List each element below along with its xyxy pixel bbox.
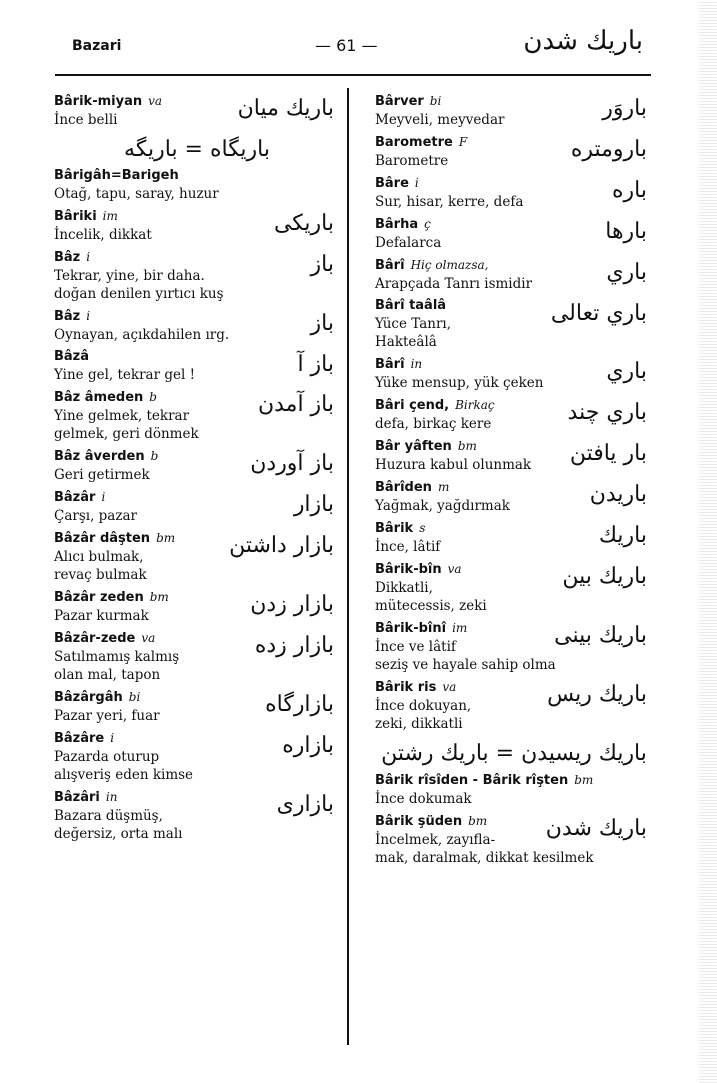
headword: Bâzâr dâşten <box>54 531 151 546</box>
dictionary-entry <box>54 388 340 443</box>
arabic-script: بازاری <box>276 792 334 817</box>
dictionary-entry <box>54 207 340 244</box>
dictionary-entry <box>54 729 340 784</box>
dictionary-entry <box>54 588 340 625</box>
definition-line: İnce dokuyan, <box>375 698 472 714</box>
headword: Bârî taâlâ <box>375 298 447 313</box>
headword: Bârik-bînî <box>375 621 447 636</box>
definition-line: Tekrar, yine, bir daha. <box>54 268 205 284</box>
dictionary-entry <box>54 447 340 484</box>
headword: Bâzârgâh <box>54 690 123 705</box>
headword: Bâz <box>54 250 81 265</box>
grammar-tag: bm <box>457 439 477 453</box>
grammar-tag: F <box>458 135 468 149</box>
headword: Bârik <box>375 521 414 536</box>
definition-line: Dikkatli, <box>375 580 433 596</box>
headword: Bâre <box>375 176 409 191</box>
definition-line: Meyveli, meyvedar <box>375 112 505 128</box>
arabic-script: باري چند <box>567 400 647 425</box>
headword: Bâzâri <box>54 790 100 805</box>
grammar-tag: bm <box>468 814 488 828</box>
definition-line: İnce, lâtif <box>375 539 441 555</box>
arabic-script: بارومتره <box>570 137 647 162</box>
grammar-tag: Birkaç <box>455 398 495 412</box>
headword: Bârik rîsîden - Bârik rîşten <box>375 773 569 788</box>
arabic-script: بارها <box>605 219 647 244</box>
grammar-tag: i <box>86 309 91 323</box>
definition-line: Huzura kabul olunmak <box>375 457 532 473</box>
grammar-tag: im <box>102 209 118 223</box>
dictionary-entry <box>375 256 653 293</box>
headword: Bâz âmeden <box>54 390 144 405</box>
headword: Bâriki <box>54 209 97 224</box>
grammar-tag: im <box>452 621 468 635</box>
arabic-equivalence: باریگاه = باریگه <box>124 137 270 162</box>
headword: Barometre <box>375 135 453 150</box>
definition-line: Yüce Tanrı, <box>375 316 452 332</box>
dictionary-entry <box>54 248 340 303</box>
headword: Bâz âverden <box>54 449 145 464</box>
headword: Bârik ris <box>375 680 437 695</box>
arabic-script: باز آمدن <box>257 392 334 417</box>
headword: Bâzâr zeden <box>54 590 144 605</box>
headword: Bâri çend, <box>375 398 450 413</box>
headword: Bârik-miyan <box>54 94 143 109</box>
dictionary-entry <box>375 619 653 674</box>
grammar-tag: Hiç olmazsa, <box>410 258 489 272</box>
definition-line: Oynayan, açıkdahilen ırg. <box>54 327 230 343</box>
grammar-tag: bm <box>149 590 169 604</box>
grammar-tag: b <box>150 449 159 463</box>
dictionary-entry <box>375 560 653 615</box>
dictionary-entry <box>54 529 340 584</box>
running-head-arabic: باریك شدن <box>523 26 643 56</box>
grammar-tag: ç <box>424 217 431 231</box>
arabic-script: بازار زده <box>254 633 334 658</box>
headword: Bârik-bîn <box>375 562 442 577</box>
arabic-script: باریکی <box>273 211 334 236</box>
arabic-script: باز آوردن <box>250 451 334 476</box>
dictionary-entry <box>54 488 340 525</box>
grammar-tag: s <box>419 521 426 535</box>
dictionary-entry <box>375 92 653 129</box>
headword: Bârî <box>375 258 405 273</box>
definition-line: Çarşı, pazar <box>54 508 137 524</box>
arabic-script: باریك میان <box>237 96 334 121</box>
dictionary-entry <box>375 133 653 170</box>
arabic-script: باریك <box>598 523 647 548</box>
definition-line: İncelik, dikkat <box>54 227 152 243</box>
dictionary-entry <box>375 215 653 252</box>
dictionary-entry <box>375 519 653 556</box>
dictionary-entry <box>375 355 653 392</box>
grammar-tag: va <box>141 631 156 645</box>
dictionary-entry <box>375 396 653 433</box>
definition-line: Sur, hisar, kerre, defa <box>375 194 524 210</box>
left-column <box>54 92 340 847</box>
arabic-script: باریك شدن <box>545 816 647 841</box>
definition-line: Pazarda oturup <box>54 749 160 765</box>
definition-line: alışveriş eden kimse <box>54 767 194 783</box>
arabic-script: باز آ <box>297 352 334 377</box>
definition-line: Geri getirmek <box>54 467 150 483</box>
grammar-tag: b <box>149 390 157 404</box>
definition-line: seziş ve hayale sahip olma <box>375 657 556 673</box>
arabic-script: بار یافتن <box>569 441 647 466</box>
definition-line: İncelmek, zayıfla- <box>375 832 496 848</box>
definition-line: Yüke mensup, yük çeken <box>375 375 544 391</box>
grammar-tag: in <box>410 357 423 371</box>
dictionary-entry <box>54 348 340 384</box>
definition-line: Pazar yeri, fuar <box>54 708 160 724</box>
arabic-script: باریك بین <box>562 564 647 589</box>
running-head-left: Bazari <box>72 38 122 54</box>
arabic-script: باره <box>612 178 647 203</box>
arabic-script: باریدن <box>589 482 647 507</box>
definition-line: Arapçada Tanrı ismidir <box>375 276 533 292</box>
definition-line: İnce dokumak <box>375 791 472 807</box>
definition-line: Defalarca <box>375 235 442 251</box>
grammar-tag: in <box>105 790 118 804</box>
arabic-script: باري <box>606 260 647 285</box>
headword: Bârîden <box>375 480 432 495</box>
arabic-script: باروَر <box>602 96 647 121</box>
grammar-tag: i <box>101 490 106 504</box>
grammar-tag: va <box>447 562 462 576</box>
definition-line: defa, birkaç kere <box>375 416 492 432</box>
definition-line: Yine gel, tekrar gel ! <box>54 367 196 383</box>
arabic-script: بازار داشتن <box>229 533 334 558</box>
definition-line: Yağmak, yağdırmak <box>375 498 510 514</box>
definition-line: değersiz, orta malı <box>54 826 183 842</box>
page-number: — 61 — <box>315 36 378 55</box>
arabic-script: بازارگاه <box>265 692 334 717</box>
grammar-tag: va <box>148 94 163 108</box>
arabic-script: باریك بینی <box>554 623 647 648</box>
dictionary-entry <box>54 688 340 725</box>
right-column <box>375 92 653 871</box>
arabic-script: بازار <box>293 492 334 517</box>
definition-line: Alıcı bulmak, <box>54 549 144 565</box>
page-edge-texture <box>699 0 717 1083</box>
definition-line: gelmek, geri dönmek <box>54 426 199 442</box>
dictionary-entry <box>375 478 653 515</box>
arabic-script: بازار زدن <box>250 592 334 617</box>
definition-line: mütecessis, zeki <box>375 598 487 614</box>
headword: Bâr yâften <box>375 439 452 454</box>
dictionary-entry <box>54 92 340 129</box>
headword: Bâzâr-zede <box>54 631 136 646</box>
grammar-tag: bm <box>574 773 594 787</box>
dictionary-entry <box>375 297 653 351</box>
arabic-script: باز <box>310 311 334 336</box>
definition-line: zeki, dikkatli <box>375 716 463 732</box>
definition-line: Satılmamış kalmış <box>54 649 180 665</box>
definition-line: Pazar kurmak <box>54 608 149 624</box>
grammar-tag: bi <box>128 690 141 704</box>
grammar-tag: bm <box>156 531 176 545</box>
definition-line: revaç bulmak <box>54 567 147 583</box>
definition-line: doğan denilen yırtıcı kuş <box>54 286 224 302</box>
column-divider <box>347 88 349 1045</box>
headword: Bârha <box>375 217 419 232</box>
headword: Bârî <box>375 357 405 372</box>
grammar-tag: va <box>442 680 457 694</box>
arabic-script: باري تعالی <box>550 301 647 326</box>
dictionary-entry <box>54 307 340 344</box>
headword: Bâzâr <box>54 490 96 505</box>
grammar-tag: i <box>86 250 91 264</box>
dictionary-entry <box>375 437 653 474</box>
definition-line: Hakteâlâ <box>375 334 437 350</box>
arabic-script: بازاره <box>282 733 334 758</box>
definition-line: Barometre <box>375 153 449 169</box>
arabic-script: باري <box>606 359 647 384</box>
definition-line: olan mal, tapon <box>54 667 161 683</box>
header-rule <box>55 74 651 76</box>
dictionary-entry <box>375 812 653 867</box>
arabic-script: باریك ریس <box>547 682 647 707</box>
headword: Bârigâh=Barigeh <box>54 168 179 183</box>
grammar-tag: i <box>414 176 419 190</box>
headword: Bârver <box>375 94 424 109</box>
dictionary-entry <box>54 629 340 684</box>
definition-line: İnce belli <box>54 112 118 128</box>
headword: Bâzâ <box>54 349 90 364</box>
dictionary-entry <box>375 771 653 808</box>
definition-line: Otağ, tapu, saray, huzur <box>54 186 219 202</box>
grammar-tag: m <box>437 480 450 494</box>
headword: Bârik şüden <box>375 814 463 829</box>
arabic-equivalence: باریك ریسیدن = باریك رشتن <box>381 741 647 766</box>
grammar-tag: bi <box>429 94 442 108</box>
headword: Bâz <box>54 309 81 324</box>
arabic-script: باز <box>310 252 334 277</box>
dictionary-entry <box>375 174 653 211</box>
definition-line: Yine gelmek, tekrar <box>54 408 190 424</box>
dictionary-entry <box>54 788 340 843</box>
definition-line: mak, daralmak, dikkat kesilmek <box>375 850 594 866</box>
dictionary-entry <box>54 167 340 203</box>
headword: Bâzâre <box>54 731 105 746</box>
dictionary-entry <box>375 678 653 733</box>
definition-line: Bazara düşmüş, <box>54 808 163 824</box>
grammar-tag: i <box>110 731 115 745</box>
definition-line: İnce ve lâtif <box>375 639 456 655</box>
